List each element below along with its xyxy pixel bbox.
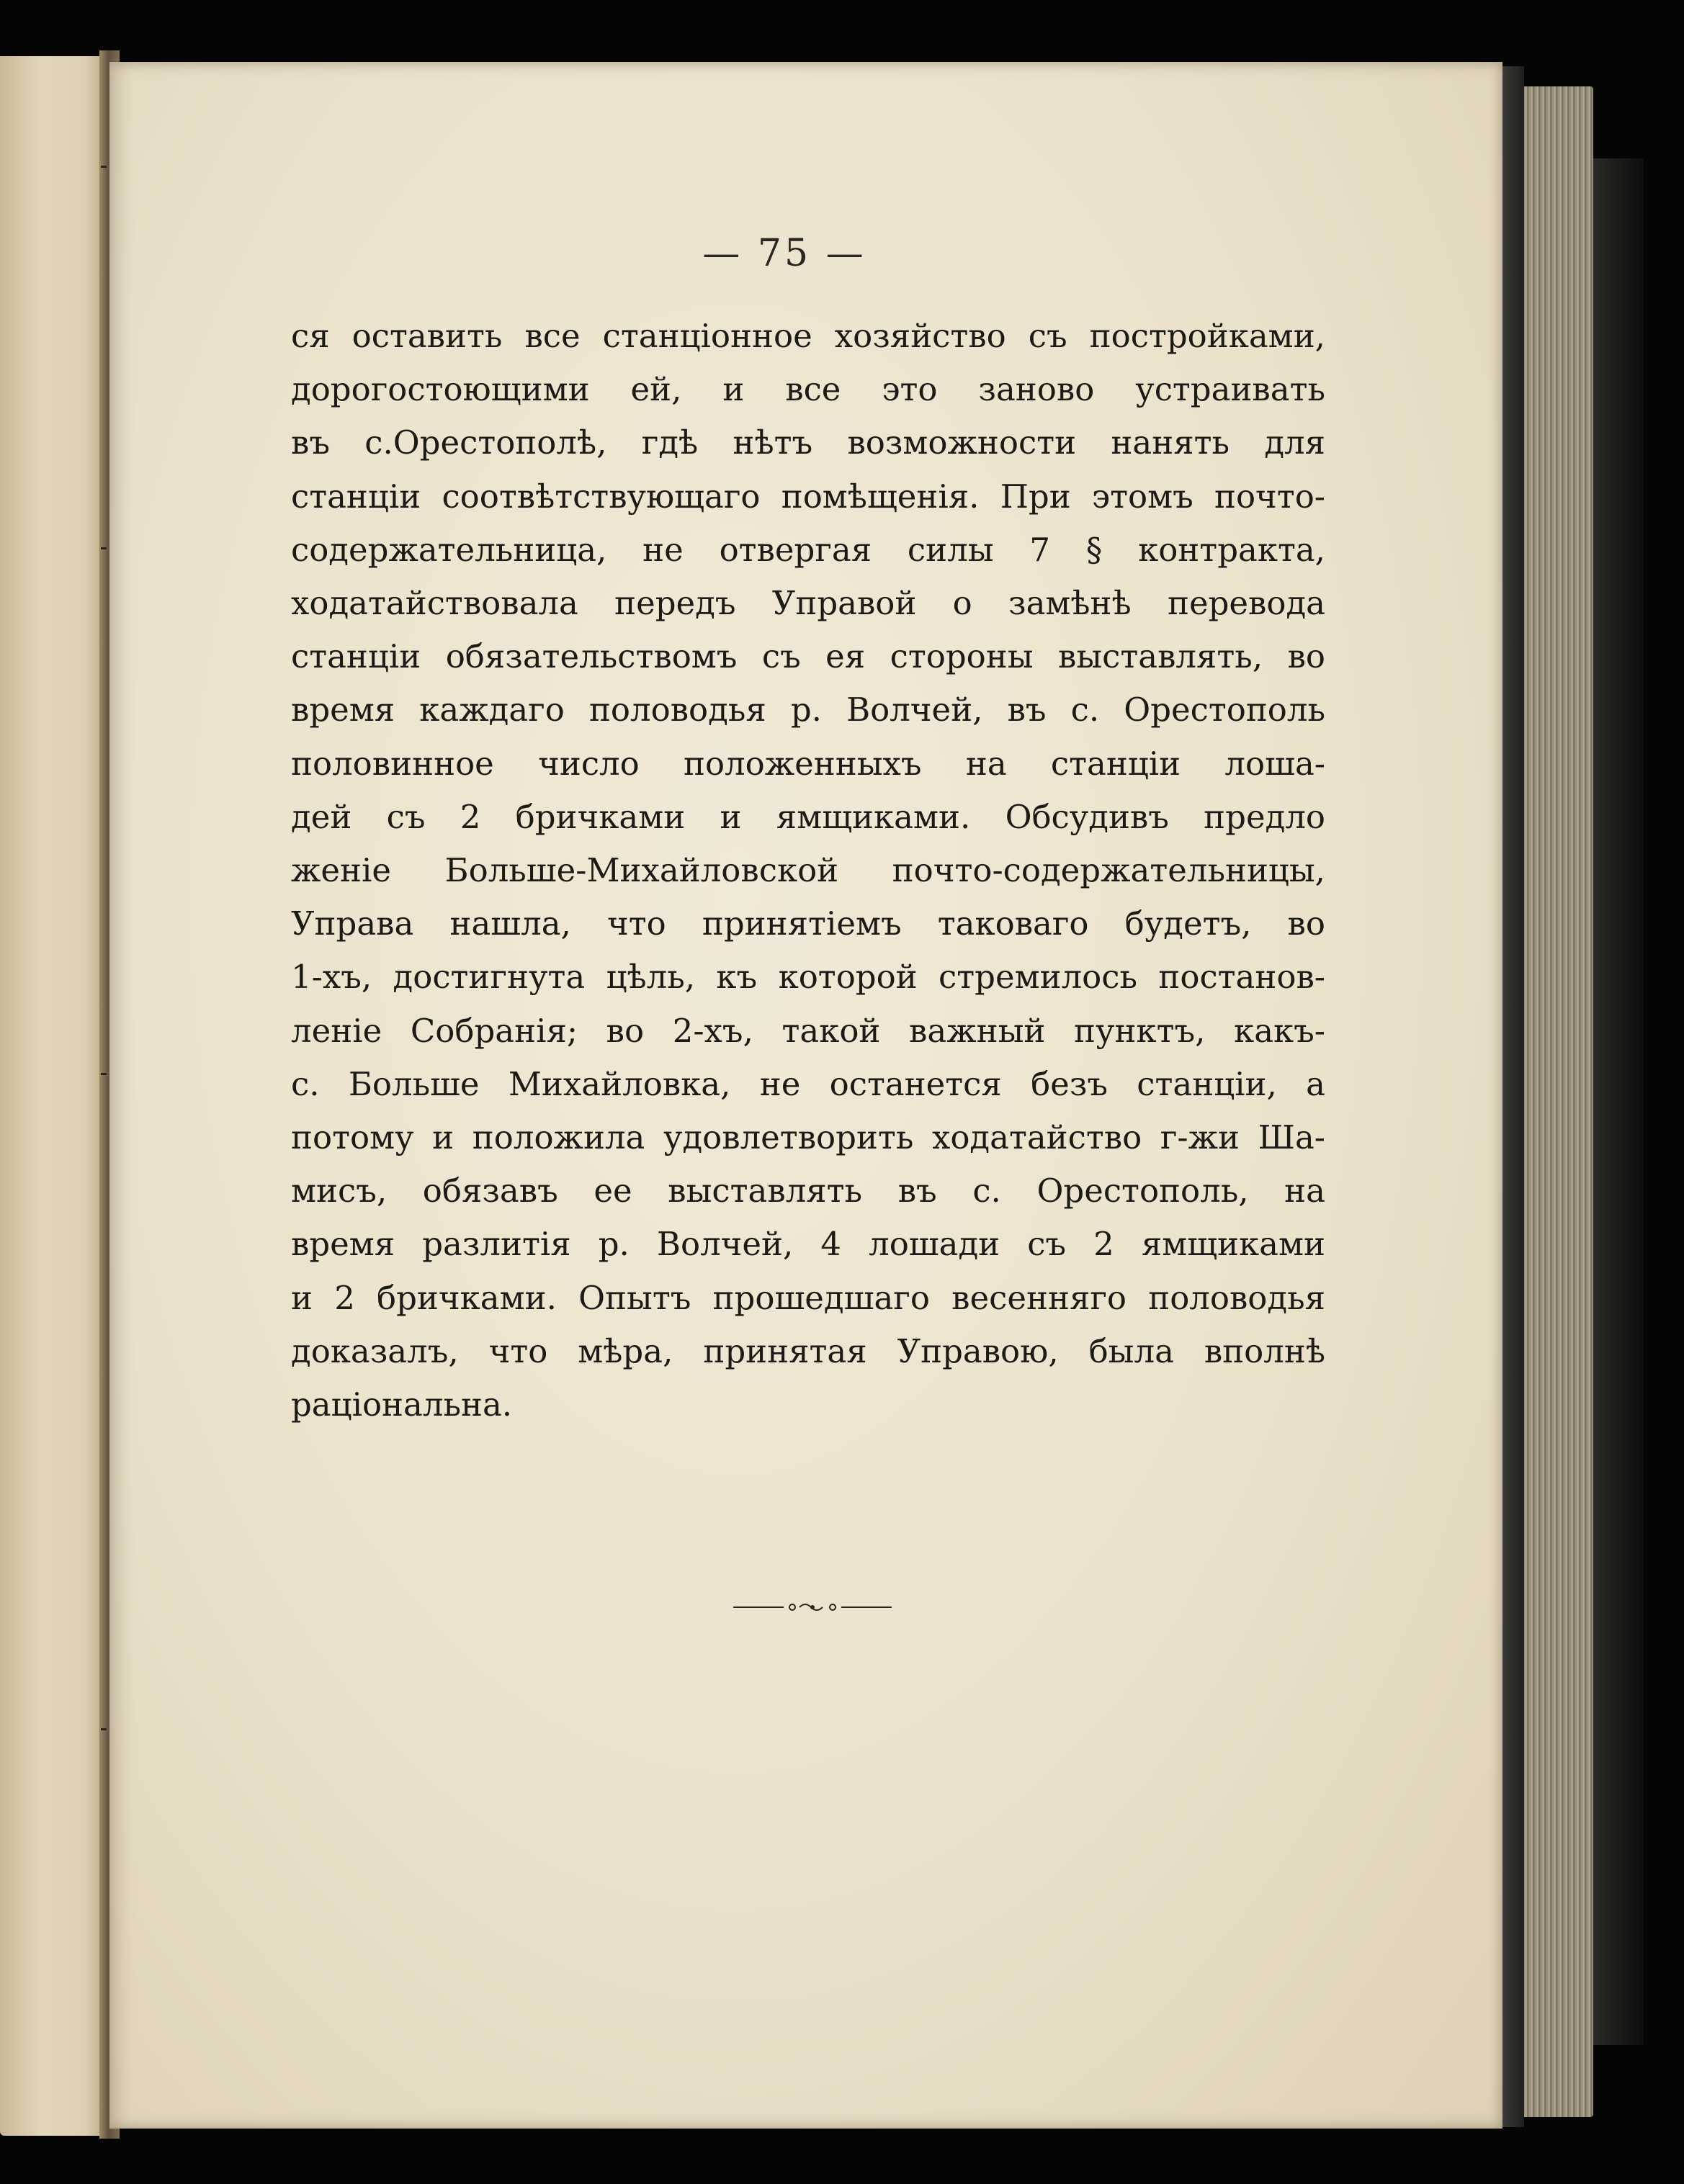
page-number: — 75 — [702,232,866,275]
text-line: станціи соотвѣтствующаго помѣщенія. При этомъ почто- [291,477,1325,516]
text-line: женіе Больше-Михайловской почто-содержательницы, [291,851,1325,890]
text-line: въ с.Орестополѣ, гдѣ нѣтъ возможности нанять для [291,423,1325,462]
text-line: и 2 бричками. Опытъ прошедшаго весенняго половодья [291,1278,1325,1317]
text-line: потому и положила удовлетворить ходатайство г-жи Ша- [291,1118,1325,1157]
text-line: время разлитія р. Волчей, 4 лошади съ 2 ямщиками [291,1225,1325,1264]
text-line: с. Больше Михайловка, не останется безъ станціи, а [291,1064,1325,1103]
spine-stitch-marks [101,0,109,2184]
page-stack-edge [1524,86,1593,2117]
text-line: время каждаго половодья р. Волчей, въ с. Орестополь [291,691,1325,729]
text-line: дорогостоющими ей, и все это заново устраивать [291,370,1325,409]
text-line: 1-хъ, достигнута цѣль, къ которой стремилось постанов- [291,958,1325,997]
body-text [291,310,1325,1432]
text-line: станціи обязательствомъ съ ея стороны выставлять, во [291,637,1325,676]
text-line: ходатайствовала передъ Управой о замѣнѣ перевода [291,584,1325,623]
page-right-edge [1502,66,1524,2127]
text-line: леніе Собранія; во 2-хъ, такой важный пунктъ, какъ- [291,1011,1325,1050]
text-line: ся оставить все станціонное хозяйство съ постройками, [291,317,1325,355]
previous-page-edge [0,56,107,2136]
text-line: дей съ 2 бричками и ямщиками. Обсудивъ предло [291,797,1325,836]
book-cover-edge [1593,158,1644,2045]
text-line: содержательница, не отвергая силы 7 § контракта, [291,530,1325,569]
text-line: половинное число положенныхъ на станціи лоша- [291,744,1325,783]
text-line: Управа нашла, что принятіемъ таковаго будетъ, во [291,904,1325,943]
text-line-last: раціональна. [291,1385,513,1424]
printer-ornament-icon [733,1600,892,1614]
text-line: мисъ, обязавъ ее выставлять въ с. Орестополь, на [291,1172,1325,1210]
text-line: доказалъ, что мѣра, принятая Управою, была вполнѣ [291,1331,1325,1370]
